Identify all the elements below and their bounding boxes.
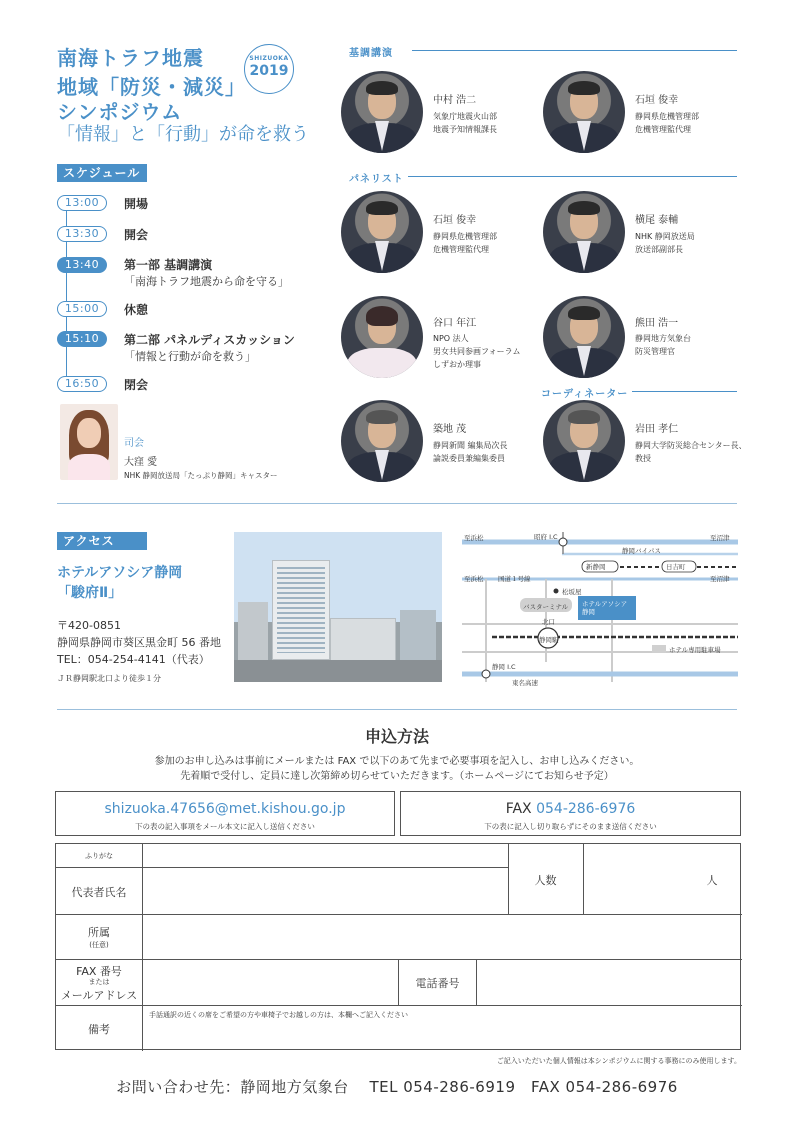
schedule-time-6: 16:50 xyxy=(57,376,107,392)
panel-role-yokoo-2: 放送部副部長 xyxy=(635,245,683,254)
section-divider-1 xyxy=(57,503,737,504)
form-label-fax-or-mail-2: または xyxy=(88,978,110,986)
panel-name-ishigaki: 石垣 俊幸 xyxy=(433,215,477,226)
map-label-sunpu-ic: 昭府 I.C xyxy=(534,533,558,541)
section-divider-2 xyxy=(57,709,737,710)
panel-role-kumada-1: 静岡地方気象台 xyxy=(635,334,691,343)
title-line-2: 地域「防災・減災」 xyxy=(57,75,246,99)
schedule-item-4: 休憩 xyxy=(124,303,149,317)
venue-address: 静岡県静岡市葵区黒金町 56 番地 xyxy=(57,636,221,649)
panel-name-iwata: 岩田 孝仁 xyxy=(635,424,679,435)
form-label-rep-name: 代表者氏名 xyxy=(71,886,127,899)
map-label-hamamatsu-top: 至浜松 xyxy=(464,534,484,542)
form-count-unit: 人 xyxy=(706,874,718,887)
email-box xyxy=(55,791,395,836)
form-label-phone: 電話番号 xyxy=(415,977,460,990)
fax-box xyxy=(400,791,741,836)
application-form xyxy=(55,843,741,1050)
form-label-furigana: ふりがな xyxy=(85,852,113,860)
map-label-shizuoka-ic: 静岡 I.C xyxy=(492,663,516,671)
speaker-photo-nakamura xyxy=(341,71,423,153)
form-label-fax-or-mail-1: FAX 番号 xyxy=(76,965,122,978)
badge-top-text: SHIZUOKA xyxy=(249,55,289,62)
form-input-remarks[interactable] xyxy=(143,1006,742,1051)
form-remarks-note: 手話通訳の近くの席をご希望の方や車椅子でお越しの方は、本欄へご記入ください xyxy=(149,1011,408,1019)
panel-role-kumada-2: 防災管理官 xyxy=(635,347,675,356)
schedule-time-3: 13:40 xyxy=(57,257,107,273)
application-title: 申込方法 xyxy=(364,727,429,746)
map-label-bypass: 静岡バイパス xyxy=(622,547,661,555)
fax-line xyxy=(401,801,740,817)
panel-role-taniguchi-3: しずおか理事 xyxy=(433,360,481,369)
form-input-fax-or-mail[interactable] xyxy=(143,960,398,1005)
schedule-item-1: 開場 xyxy=(124,197,149,211)
panel-photo-tsukiji xyxy=(341,400,423,482)
panel-photo-ishigaki xyxy=(341,191,423,273)
map-label-station: 静岡駅 xyxy=(539,636,559,644)
map-label-shinshizuoka: 新静岡 xyxy=(586,563,606,571)
application-text-1: 参加のお申し込みは事前にメールまたは FAX で以下のあて先まで必要事項を記入し、お申し込みください。 xyxy=(154,756,640,767)
badge-year: 2019 xyxy=(249,63,289,79)
map-label-bus-terminal: バスターミナル xyxy=(523,603,569,611)
form-label-remarks: 備考 xyxy=(88,1023,110,1036)
form-input-furigana[interactable] xyxy=(143,844,508,867)
panel-photo-kumada xyxy=(543,296,625,378)
mc-name: 大窪 愛 xyxy=(124,457,158,468)
form-input-affiliation[interactable] xyxy=(143,915,742,959)
map-label-kitaguchi: 北口 xyxy=(542,618,555,626)
venue-name: ホテルアソシア静岡 xyxy=(57,565,183,581)
map-label-parking: ホテル専用駐車場 xyxy=(669,646,721,654)
event-subtitle: 「情報」と「行動」が命を救う xyxy=(57,124,309,145)
schedule-time-4: 15:00 xyxy=(57,301,107,317)
panel-role-ishigaki-2: 危機管理監代理 xyxy=(433,245,489,254)
form-label-count: 人数 xyxy=(534,874,557,887)
panel-name-tsukiji: 築地 茂 xyxy=(433,424,467,435)
email-note: 下の表の記入事項をメール本文に記入し送信ください xyxy=(135,822,315,831)
panel-photo-iwata xyxy=(543,400,625,482)
schedule-item-6: 閉会 xyxy=(124,378,149,392)
schedule-label: スケジュール xyxy=(57,164,147,182)
fax-label: FAX xyxy=(505,801,532,817)
schedule-item-5-sub: 「情報と行動が命を救う」 xyxy=(124,350,256,363)
schedule-time-2: 13:30 xyxy=(57,226,107,242)
map-label-tomei: 東名高速 xyxy=(512,679,538,687)
map-label-hiyoshicho: 日吉町 xyxy=(666,563,686,571)
map-label-numazu-top: 至沼津 xyxy=(710,534,730,542)
speaker-role-ishigaki-keynote-2: 危機管理監代理 xyxy=(635,125,691,134)
map-label-route1: 国道１号線 xyxy=(498,575,531,583)
map-label-numazu-mid: 至沼津 xyxy=(710,575,730,583)
form-label-affiliation: 所属 xyxy=(88,926,110,939)
speaker-role-ishigaki-keynote-1: 静岡県危機管理部 xyxy=(635,112,699,121)
title-line-1: 南海トラフ地震 xyxy=(57,46,204,70)
speaker-name-nakamura: 中村 浩二 xyxy=(433,95,477,106)
schedule-time-5: 15:10 xyxy=(57,331,107,347)
schedule-time-1: 13:00 xyxy=(57,195,107,211)
keynote-heading-line xyxy=(412,50,737,51)
speaker-role-nakamura-1: 気象庁地震火山部 xyxy=(433,112,497,121)
contact-footer: お問い合わせ先：静岡地方気象台 TEL 054-286-6919 FAX 054-286-6976 xyxy=(116,1078,678,1096)
panel-photo-taniguchi xyxy=(341,296,423,378)
access-map xyxy=(462,532,738,687)
coordinator-heading: コーディネーター xyxy=(541,389,629,400)
form-label-fax-or-mail-3: メールアドレス xyxy=(60,989,138,1002)
map-label-matsuzakaya: 松坂屋 xyxy=(562,588,582,596)
map-label-hamamatsu-mid: 至浜松 xyxy=(464,575,484,583)
panel-name-taniguchi: 谷口 年江 xyxy=(433,318,477,329)
mc-role: 司会 xyxy=(124,438,144,449)
mc-desc: NHK 静岡放送局「たっぷり静岡」キャスター xyxy=(124,471,278,480)
schedule-item-3: 第一部 基調講演 xyxy=(124,258,213,272)
coordinator-heading-line xyxy=(632,391,737,392)
fax-number: 054-286-6976 xyxy=(536,801,636,817)
panel-name-kumada: 熊田 浩一 xyxy=(635,318,679,329)
keynote-heading: 基調講演 xyxy=(349,48,393,59)
panel-role-tsukiji-2: 論説委員兼編集委員 xyxy=(433,454,505,463)
title-line-3: シンポジウム xyxy=(57,100,183,124)
panel-role-iwata-1: 静岡大学防災総合センター長、 xyxy=(635,441,747,450)
access-label: アクセス xyxy=(57,532,147,550)
fax-note: 下の表に記入し切り取らずにそのまま送信ください xyxy=(484,822,657,831)
speaker-name-ishigaki-keynote: 石垣 俊幸 xyxy=(635,95,679,106)
panel-role-yokoo-1: NHK 静岡放送局 xyxy=(635,232,695,241)
panel-role-iwata-2: 教授 xyxy=(635,454,651,463)
privacy-note: ご記入いただいた個人情報は本シンポジウムに関する事務にのみ使用します。 xyxy=(496,1057,741,1065)
panel-role-tsukiji-1: 静岡新聞 編集局次長 xyxy=(433,441,508,450)
form-input-phone[interactable] xyxy=(477,960,742,1005)
venue-walk: ＪＲ静岡駅北口より徒歩１分 xyxy=(57,674,161,683)
schedule-item-2: 開会 xyxy=(124,228,149,242)
form-input-rep-name[interactable] xyxy=(143,868,508,914)
panel-heading: パネリスト xyxy=(349,174,404,185)
mc-photo xyxy=(60,404,118,480)
panel-role-taniguchi-1: NPO 法人 xyxy=(433,334,469,343)
schedule-item-5: 第二部 パネルディスカッション xyxy=(124,333,295,347)
venue-room: 「駿府Ⅱ」 xyxy=(57,585,123,601)
application-text-2: 先着順で受付し、定員に達し次第締め切らせていただきます。（ホームページにてお知らせ予定） xyxy=(180,771,614,782)
shizuoka-2019-badge xyxy=(244,44,294,94)
panel-photo-yokoo xyxy=(543,191,625,273)
hotel-photo xyxy=(234,532,442,682)
speaker-role-nakamura-2: 地震予知情報課長 xyxy=(433,125,497,134)
speaker-photo-ishigaki-keynote xyxy=(543,71,625,153)
form-label-optional: (任意) xyxy=(89,941,109,949)
panel-role-taniguchi-2: 男女共同参画フォーラム xyxy=(433,347,521,356)
map-label-hotel: ホテルアソシア静岡 xyxy=(582,600,628,616)
venue-tel: TEL：054-254-4141（代表） xyxy=(57,653,210,666)
panel-heading-line xyxy=(408,176,737,177)
venue-postal: 〒420-0851 xyxy=(57,619,121,632)
schedule-item-3-sub: 「南海トラフ地震から命を守る」 xyxy=(124,275,289,288)
application-email[interactable]: shizuoka.47656@met.kishou.go.jp xyxy=(104,801,346,817)
panel-role-ishigaki-1: 静岡県危機管理部 xyxy=(433,232,497,241)
panel-name-yokoo: 横尾 泰輔 xyxy=(635,215,679,226)
